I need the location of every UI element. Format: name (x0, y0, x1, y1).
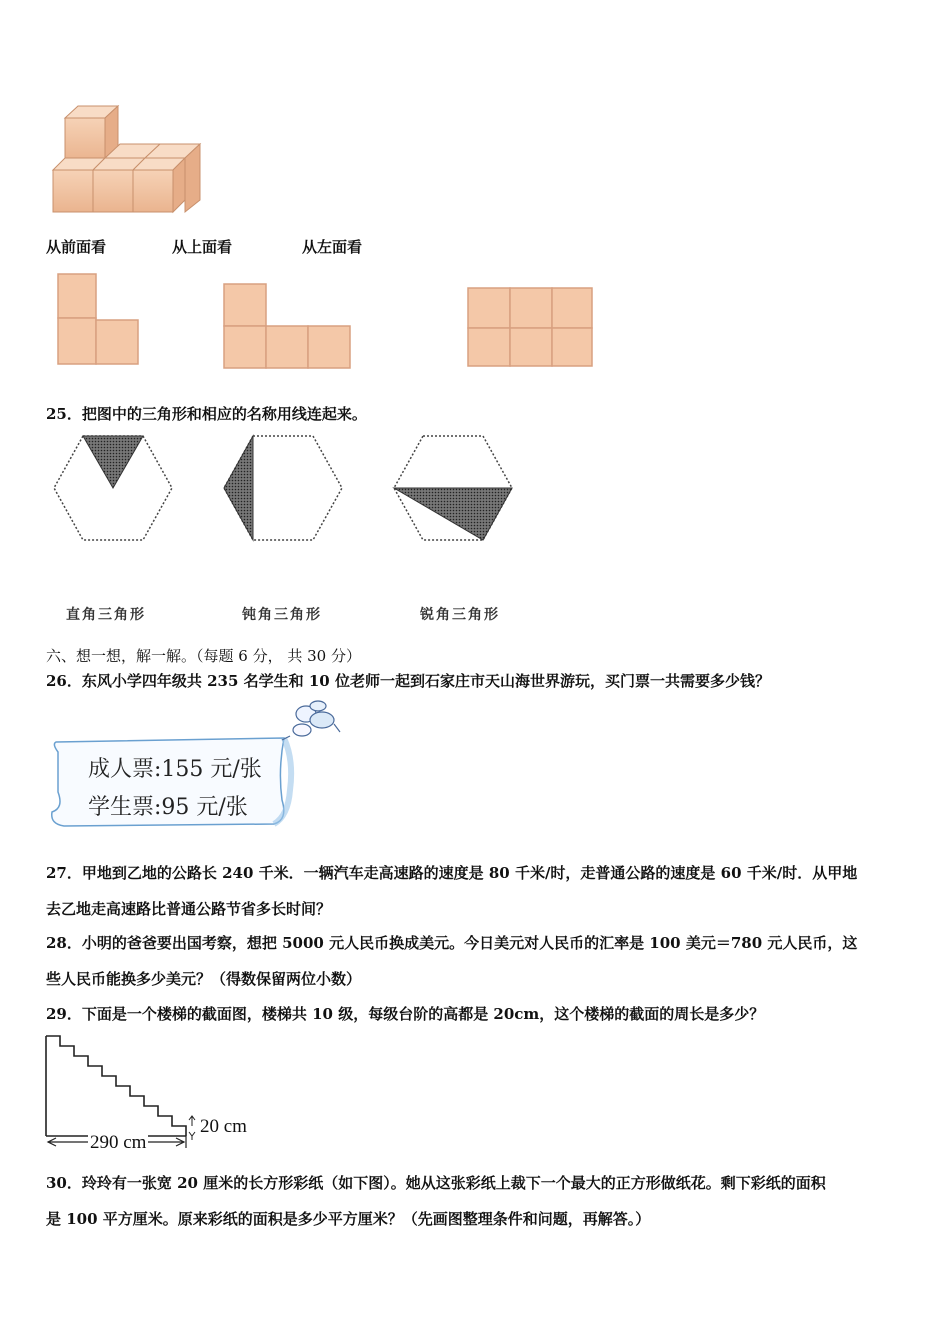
section-6-heading: 六、想一想，解一解。（每题 6 分， 共 30 分） (46, 647, 361, 665)
q26-text: 26．东风小学四年级共 235 名学生和 10 位老师一起到石家庄市天山海世界游玩，买门票一共需要多少钱？ (46, 672, 770, 690)
front-view-label: 从前面看 (46, 238, 107, 256)
top-view-label: 从上面看 (172, 238, 233, 256)
q25-text: 25．把图中的三角形和相应的名称用线连起来。 (46, 405, 367, 423)
q28-line1: 28．小明的爸爸要出国考察，想把 5000 元人民币换成美元。今日美元对人民币的汇率是 100 美元＝780 元人民币，这 (46, 934, 858, 952)
q30-line1: 30．玲玲有一张宽 20 厘米的长方形彩纸（如下图）。她从这张彩纸上裁下一个最大的正方形做纸花。剩下彩纸的面积 (46, 1174, 826, 1192)
obtuse-triangle-label: 钝角三角形 (242, 607, 322, 623)
q27-line2: 去乙地走高速路比普通公路节省多长时间？ (46, 900, 332, 918)
q27-line1: 27．甲地到乙地的公路长 240 千米．一辆汽车走高速路的速度是 80 千米/时，走普通公路的速度是 60 千米/时．从甲地 (46, 864, 858, 882)
front-view-shape (56, 272, 146, 367)
left-view-shape (466, 286, 596, 370)
right-triangle-label: 直角三角形 (66, 607, 146, 623)
acute-triangle-label: 锐角三角形 (420, 607, 500, 623)
student-ticket-price: 学生票:95 元/张 (88, 795, 248, 820)
hexagon-figure-3 (392, 434, 514, 542)
cube-arrangement-figure (50, 100, 210, 220)
top-view-shape (222, 282, 354, 370)
staircase-width-label: 290 cm (90, 1132, 147, 1153)
staircase-step-label: 20 cm (200, 1116, 247, 1137)
left-view-label: 从左面看 (302, 238, 363, 256)
q28-line2: 些人民币能换多少美元？（得数保留两位小数） (46, 970, 362, 988)
q30-line2: 是 100 平方厘米。原来彩纸的面积是多少平方厘米？（先画图整理条件和问题，再解答。） (46, 1210, 651, 1228)
hexagon-figure-2 (222, 434, 344, 542)
hexagon-figure-1 (52, 434, 174, 542)
bee-icon (282, 701, 340, 740)
adult-ticket-price: 成人票:155 元/张 (88, 757, 262, 782)
q29-text: 29．下面是一个楼梯的截面图，楼梯共 10 级，每级台阶的高都是 20cm，这个楼梯的截面的周长是多少？ (46, 1005, 765, 1023)
